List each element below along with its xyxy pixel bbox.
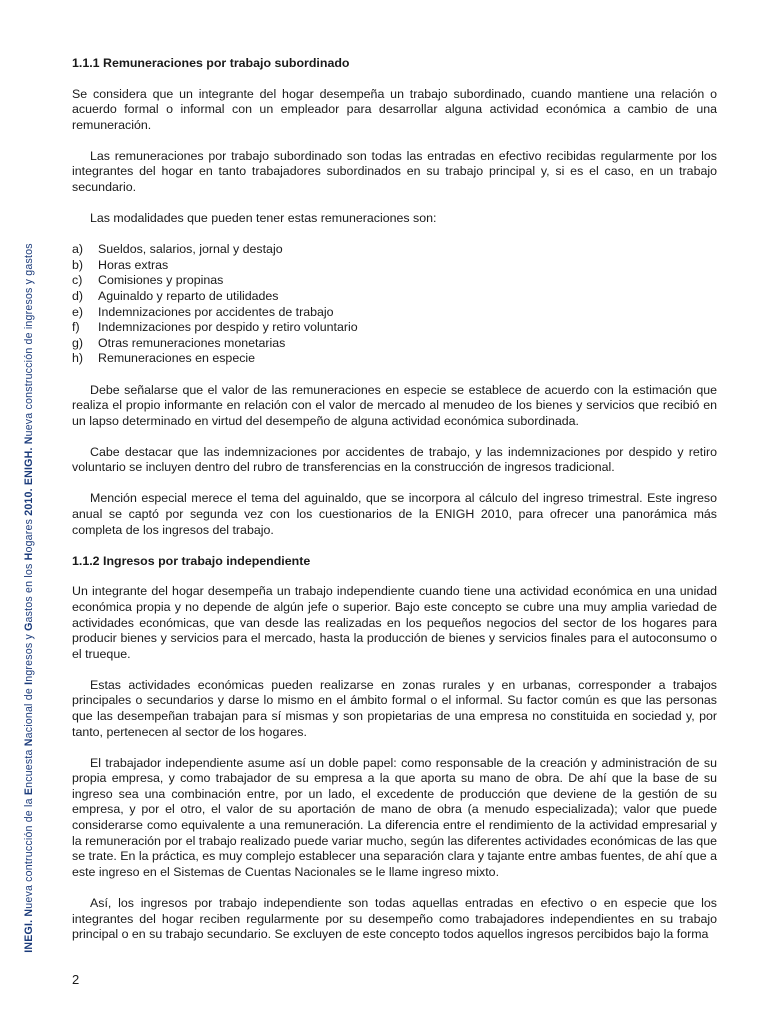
paragraph: Cabe destacar que las indemnizaciones por accidentes de trabajo, y las indemnizaciones por despido y retiro voluntario se incluyen dentro del rubro de transferencias en la construcción de ingresos tradicional. [72, 444, 717, 475]
section-heading-1-1-1: 1.1.1 Remuneraciones por trabajo subordinado [72, 56, 350, 70]
side-title-part: N [23, 737, 35, 746]
side-title-part: H [23, 552, 35, 560]
side-title-part: INEGI. [23, 919, 35, 953]
paragraph: Así, los ingresos por trabajo independiente son todas aquellas entradas en efectivo o en especie que los integrantes del hogar reciben regularmente por su desempeño como trabajadores independientes en su trabajo principal o en su trabajo secundario. Se excluyen de este concepto todos aquellos ingresos percibidos bajo la forma [72, 895, 717, 942]
side-title-part: acional de [23, 684, 35, 738]
list-item: h) Remuneraciones en especie [72, 351, 256, 366]
list-item: e) Indemnizaciones por accidentes de trabajo [72, 304, 334, 319]
side-title-part: N [23, 435, 35, 444]
side-title-part: ncuesta [23, 745, 35, 788]
list-item: f) Indemnizaciones por despido y retiro voluntario [72, 320, 358, 335]
paragraph: Debe señalarse que el valor de las remuneraciones en especie se establece de acuerdo con la estimación que realiza el propio informante en relación con el valor de mercado al menudeo de los bienes y servicios que recibió en un lapso determinado en virtud del desempeño de alguna actividad económica subordinada. [72, 382, 717, 428]
paragraph: Mención especial merece el tema del aguinaldo, que se incorpora al cálculo del ingreso trimestral. Este ingreso anual se captó por segunda vez con los cuestionarios de la ENIGH 2010, para ofrecer una panorámica más completa de los ingresos del trabajo. [72, 491, 717, 537]
paragraph: Las remuneraciones por trabajo subordinado son todas las entradas en efectivo recibidas regularmente por los integrantes del hogar en tanto trabajadores subordinados en su trabajo principal y, si es el caso, en un trabajo secundario. [72, 148, 717, 195]
page-number: 2 [72, 972, 80, 987]
paragraph: Las modalidades que pueden tener estas remuneraciones son: [90, 211, 437, 226]
paragraph: Se considera que un integrante del hogar desempeña un trabajo subordinado, cuando mantiene una relación o acuerdo formal o informal con un empleador para desarrollar alguna actividad económica a cambio de una remuneración. [72, 86, 717, 132]
remuneration-types-list [72, 242, 717, 367]
side-title-part: I [23, 681, 35, 685]
list-item: d) Aguinaldo y reparto de utilidades [72, 289, 279, 304]
paragraph: Un integrante del hogar desempeña un trabajo independiente cuando tiene una actividad económica en una unidad económica propia y no depende de algún jefe o superior. Bajo este concepto se cubre una muy amplia variedad de actividades económicas, que van desde las realizadas en los pequeños negocios del sector de los hogares para producir bienes y servicios para el mercado, hasta la producción de bienes y servicios finales para el autoconsumo o el trueque. [72, 584, 717, 661]
page-content [72, 56, 717, 958]
list-item: a) Sueldos, salarios, jornal y destajo [72, 242, 283, 257]
side-title-part: ueva contrucción de la [23, 794, 35, 909]
side-running-title [18, 210, 40, 985]
side-title-part: astos en los [23, 559, 35, 622]
list-item: b) Horas extras [72, 257, 169, 272]
list-item: g) Otras remuneraciones monetarias [72, 335, 286, 350]
paragraph: El trabajador independiente asume así un doble papel: como responsable de la creación y administración de su propia empresa, y como trabajador de su empresa a la que aporta su mano de obra. De ahí que la base de su ingreso sea una combinación entre, por un lado, el excedente de producción que deviene de la gestión de su empresa, y por el otro, el valor de su aportación de mano de obra (a menudo especializada); valor que puede considerarse como equivalente a una remuneración. La diferencia entre el rendimiento de la actividad empresarial y la remuneración por el trabajo realizado puede variar mucho, según las diferentes actividades económicas de las que se trate. En la práctica, es muy complejo establecer una separación clara y tajante entre ambas fuentes, de ahí que a este ingreso en el Sistemas de Cuentas Nacionales se le llame ingreso mixto. [72, 755, 717, 879]
side-title-part: G [23, 621, 35, 631]
side-running-title-text [23, 210, 35, 985]
side-title-part: 2010. ENIGH. [23, 446, 35, 516]
section-heading-1-1-2: 1.1.2 Ingresos por trabajo independiente [72, 553, 311, 568]
paragraph: Estas actividades económicas pueden realizarse en zonas rurales y en urbanas, corresponder a trabajos principales o secundarios y darse lo mismo en el ámbito formal o el informal. Su factor común es que las personas que las desempeñan trabajan para sí mismas y son propietarias de una empresa no constituida en sociedad y, por tanto, pertenecen al sector de los hogares. [72, 677, 717, 739]
side-title-part: ogares [23, 515, 35, 552]
list-item: c) Comisiones y propinas [72, 273, 224, 288]
side-title-part: ueva construcción de ingresos y gastos [23, 242, 35, 436]
side-title-part: E [23, 787, 35, 795]
side-title-part: ngresos y [23, 630, 35, 682]
side-title-part: N [23, 908, 35, 917]
